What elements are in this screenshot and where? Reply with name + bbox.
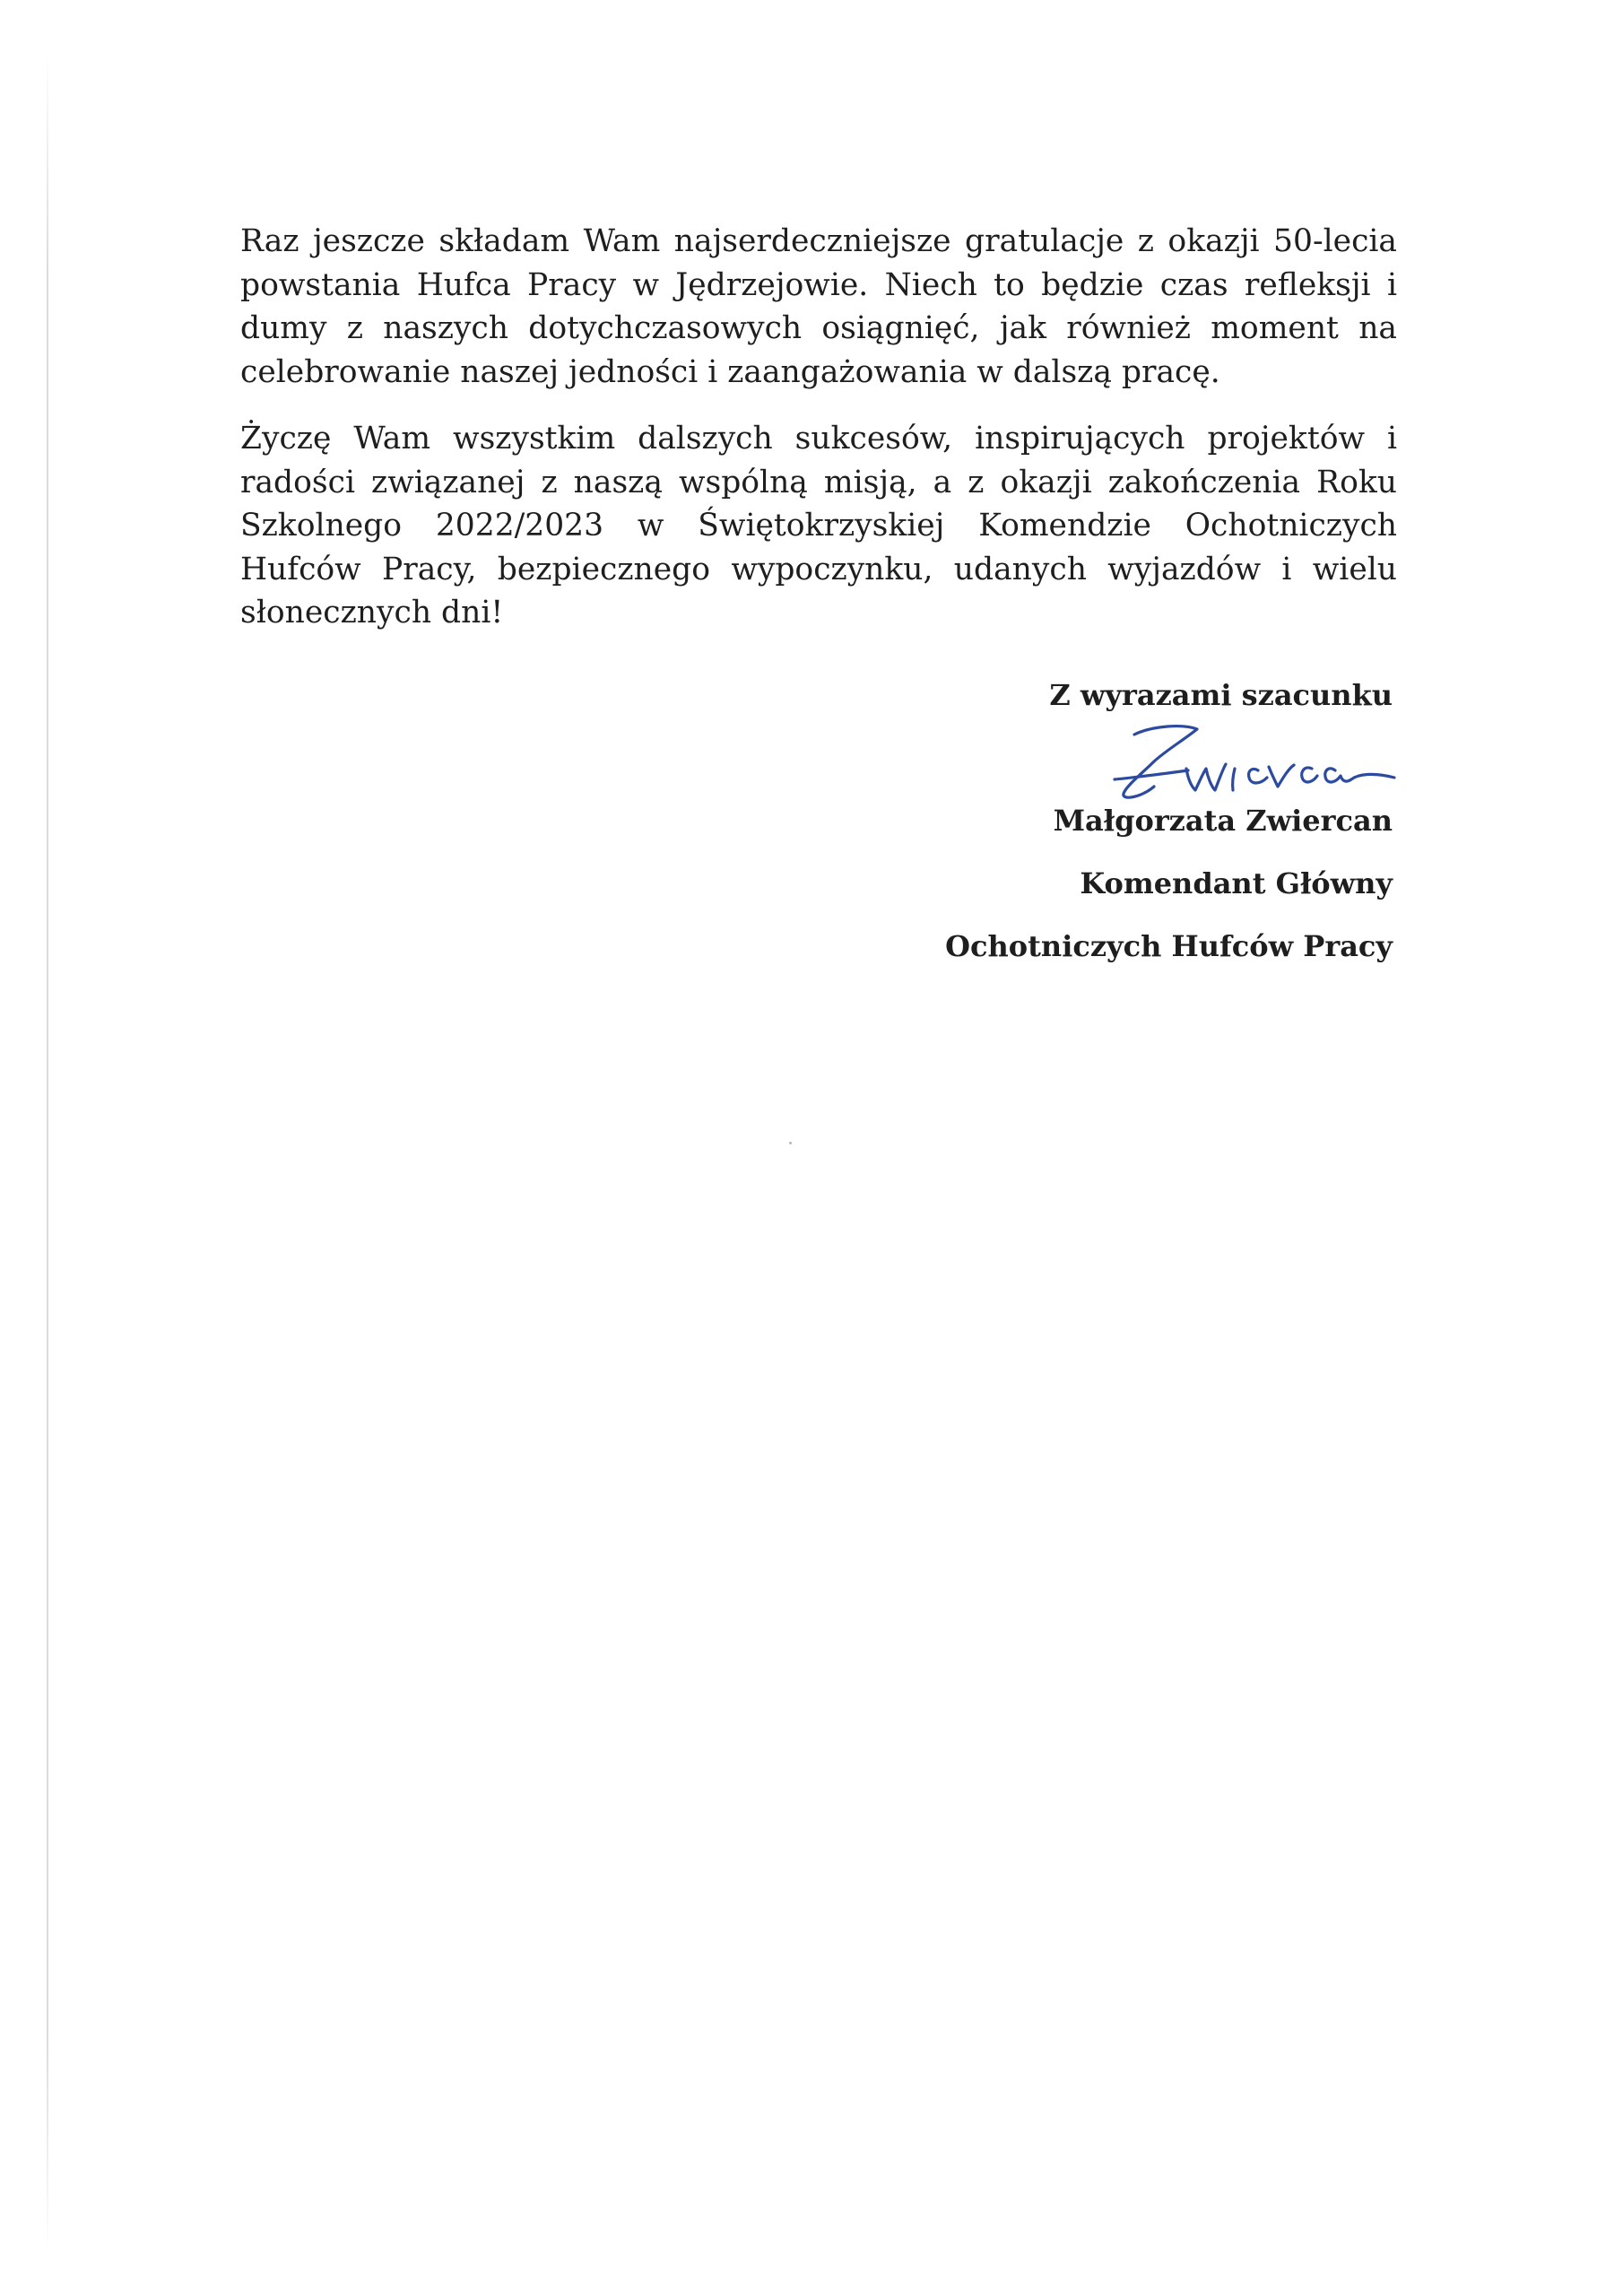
signature-image (1098, 715, 1403, 804)
signatory-title-line-1: Komendant Główny (1080, 866, 1393, 900)
signature-block (765, 677, 1393, 964)
signatory-title-line-2: Ochotniczych Hufców Pracy (945, 929, 1393, 963)
scan-edge-shadow (47, 49, 48, 2256)
paragraph-2: Życzę Wam wszystkim dalszych sukcesów, inspirujących projektów i radości związanej z naszą wspólną misją, a z okazji zakończenia Roku Szkolnego 2022/2023 w Świętokrzyskiej Komendzie Ochotniczych Hufców Pracy, bezpiecznego wypoczynku, udanych wyjazdów i wielu słonecznych dni! (240, 421, 1397, 631)
scan-speck (789, 1142, 792, 1144)
closing-phrase: Z wyrazami szacunku (1049, 678, 1393, 712)
signatory-name: Małgorzata Zwiercan (1053, 804, 1393, 838)
handwritten-signature (765, 713, 1393, 803)
letter-body (240, 220, 1397, 658)
paragraph-1: Raz jeszcze składam Wam najserdeczniejsze gratulacje z okazji 50-lecia powstania Hufca Pracy w Jędrzejowie. Niech to będzie czas refleksji i dumy z naszych dotychczasowych osiągnięć, jak również moment na celebrowanie naszej jedności i zaangażowania w dalszą pracę. (240, 223, 1397, 390)
